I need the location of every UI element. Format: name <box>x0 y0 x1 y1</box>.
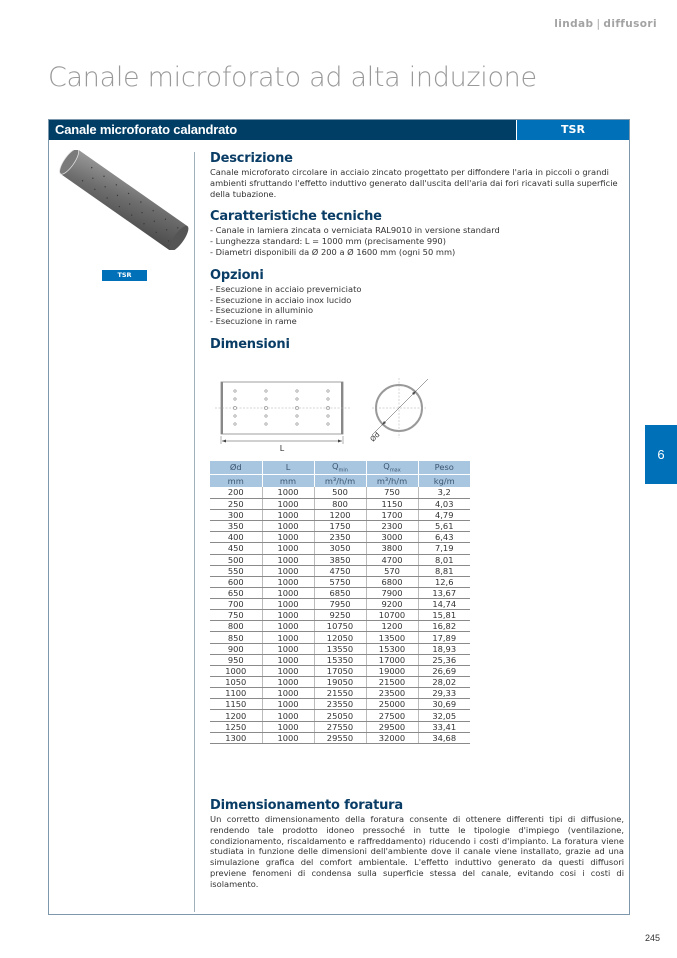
table-cell: 570 <box>366 565 418 576</box>
table-cell: 8,81 <box>418 565 470 576</box>
table-cell: 800 <box>314 498 366 509</box>
table-cell: 7900 <box>366 587 418 598</box>
chapter-tab[interactable]: 6 <box>645 425 677 484</box>
table-cell: 17050 <box>314 665 366 676</box>
table-row <box>210 565 470 576</box>
table-cell: 29,33 <box>418 688 470 699</box>
table-cell: 600 <box>210 576 262 587</box>
table-cell: 21500 <box>366 677 418 688</box>
front-view <box>369 378 428 443</box>
text-foratura: Un corretto dimensionamento della foratura consente di ottenere differenti tipi di diffusione, rendendo tale prodotto idoneo pressoché in tutte le tipologie d'impiego (ventilazione, condizionamento, riscaldamento e raffreddamento) riducendo i costi d'impianto. La foratura viene studiata in funzione delle dimensioni dell'ambiente dove il canale viene installato, grazie ad una simulazione grafica del comfort ambientale. L'effetto induttivo generato da questi diffusori previene fenomeni di condensa sulla superficie stessa del canale, evitando cosi i costi di isolamento. <box>210 814 624 889</box>
list-item: - Canale in lamiera zincata o verniciata RAL9010 in versione standard <box>210 225 500 236</box>
table-cell: 1000 <box>262 632 314 643</box>
table-row <box>210 677 470 688</box>
table-cell: 1150 <box>210 699 262 710</box>
table-cell: 1000 <box>262 732 314 743</box>
table-cell: 1000 <box>262 665 314 676</box>
table-cell: 29500 <box>366 721 418 732</box>
table-cell: 1000 <box>262 532 314 543</box>
table-cell: 33,41 <box>418 721 470 732</box>
table-cell: 7950 <box>314 599 366 610</box>
table-cell: 300 <box>210 509 262 520</box>
table-cell: 800 <box>210 621 262 632</box>
table-cell: 1750 <box>314 521 366 532</box>
table-units-row <box>210 474 470 487</box>
table-row <box>210 643 470 654</box>
table-cell: 400 <box>210 532 262 543</box>
table-cell: 200 <box>210 487 262 498</box>
table-cell: 15350 <box>314 654 366 665</box>
table-cell: 25050 <box>314 710 366 721</box>
table-cell: 500 <box>210 554 262 565</box>
unit-cell: kg/m <box>418 474 470 487</box>
diameter-label: Ød <box>368 430 382 444</box>
table-row <box>210 721 470 732</box>
col-header-length: L <box>262 461 314 474</box>
table-cell: 19000 <box>366 665 418 676</box>
table-cell: 1000 <box>262 487 314 498</box>
table-cell: 12,6 <box>418 576 470 587</box>
table-cell: 1000 <box>262 599 314 610</box>
table-cell: 19050 <box>314 677 366 688</box>
table-row <box>210 654 470 665</box>
list-item: - Esecuzione in alluminio <box>210 305 314 316</box>
section-caratteristiche <box>210 209 624 257</box>
heading-dimensioni: Dimensioni <box>210 336 290 352</box>
table-cell: 21550 <box>314 688 366 699</box>
length-label: L <box>279 444 285 452</box>
table-cell: 1200 <box>210 710 262 721</box>
heading-opzioni: Opzioni <box>210 267 264 283</box>
table-cell: 1000 <box>262 610 314 621</box>
col-header-qmin: $Q_{min}$ <box>314 461 366 474</box>
table-cell: 1000 <box>262 509 314 520</box>
table-cell: 32000 <box>366 732 418 743</box>
table-cell: 1150 <box>366 498 418 509</box>
table-cell: 2300 <box>366 521 418 532</box>
table-cell: 1300 <box>210 732 262 743</box>
table-cell: 750 <box>210 610 262 621</box>
table-cell: 10700 <box>366 610 418 621</box>
table-cell: 10750 <box>314 621 366 632</box>
table-cell: 750 <box>366 487 418 498</box>
card-title: Canale microforato calandrato <box>49 120 516 140</box>
table-cell: 27550 <box>314 721 366 732</box>
table-row <box>210 521 470 532</box>
page-title: Canale microforato ad alta induzione <box>48 62 537 93</box>
table-cell: 350 <box>210 521 262 532</box>
dimension-drawing <box>210 370 440 452</box>
table-row <box>210 665 470 676</box>
table-cell: 30,69 <box>418 699 470 710</box>
table-row <box>210 632 470 643</box>
col-header-diameter: Ød <box>210 461 262 474</box>
table-cell: 27500 <box>366 710 418 721</box>
table-cell: 950 <box>210 654 262 665</box>
table-cell: 25,36 <box>418 654 470 665</box>
table-cell: 700 <box>210 599 262 610</box>
table-cell: 1000 <box>262 576 314 587</box>
table-row <box>210 621 470 632</box>
list-item: - Esecuzione in rame <box>210 316 297 327</box>
table-row <box>210 509 470 520</box>
section-dimensioni <box>210 337 624 353</box>
table-cell: 1000 <box>262 688 314 699</box>
table-cell: 850 <box>210 632 262 643</box>
table-cell: 23550 <box>314 699 366 710</box>
table-cell: 15300 <box>366 643 418 654</box>
table-cell: 6800 <box>366 576 418 587</box>
table-cell: 1000 <box>262 587 314 598</box>
table-cell: 1000 <box>262 621 314 632</box>
table-cell: 15,81 <box>418 610 470 621</box>
table-cell: 32,05 <box>418 710 470 721</box>
table-row <box>210 543 470 554</box>
table-cell: 1000 <box>210 665 262 676</box>
table-cell: 1000 <box>262 521 314 532</box>
table-row <box>210 599 470 610</box>
table-cell: 1700 <box>366 509 418 520</box>
table-cell: 25000 <box>366 699 418 710</box>
col-header-qmax: $Q_{max}$ <box>366 461 418 474</box>
unit-cell: mm <box>262 474 314 487</box>
table-cell: 3800 <box>366 543 418 554</box>
table-row <box>210 688 470 699</box>
product-code-badge: TSR <box>516 120 629 140</box>
table-cell: 17,89 <box>418 632 470 643</box>
table-cell: 650 <box>210 587 262 598</box>
card-header <box>49 120 629 140</box>
list-item: - Diametri disponibili da Ø 200 a Ø 1600 mm (ogni 50 mm) <box>210 246 456 257</box>
table-cell: 23500 <box>366 688 418 699</box>
table-cell: 26,69 <box>418 665 470 676</box>
table-cell: 550 <box>210 565 262 576</box>
section-foratura <box>210 798 624 890</box>
table-cell: 1000 <box>262 699 314 710</box>
unit-cell: mm <box>210 474 262 487</box>
heading-foratura: Dimensionamento foratura <box>210 798 403 813</box>
table-cell: 1050 <box>210 677 262 688</box>
section-descrizione <box>210 151 624 199</box>
table-cell: 1000 <box>262 643 314 654</box>
table-cell: 4750 <box>314 565 366 576</box>
table-cell: 1250 <box>210 721 262 732</box>
table-cell: 9250 <box>314 610 366 621</box>
table-row <box>210 587 470 598</box>
table-cell: 29550 <box>314 732 366 743</box>
table-cell: 6,43 <box>418 532 470 543</box>
table-row <box>210 610 470 621</box>
table-cell: 13,67 <box>418 587 470 598</box>
table-cell: 3050 <box>314 543 366 554</box>
table-cell: 12050 <box>314 632 366 643</box>
table-cell: 1000 <box>262 710 314 721</box>
table-cell: 1000 <box>262 543 314 554</box>
brand-separator: | <box>596 18 601 30</box>
tube-body <box>61 150 188 250</box>
brand-name: lindab <box>554 18 594 30</box>
table-cell: 18,93 <box>418 643 470 654</box>
table-cell: 4,79 <box>418 509 470 520</box>
table-row <box>210 699 470 710</box>
table-cell: 1000 <box>262 498 314 509</box>
product-image <box>59 150 189 250</box>
table-cell: 13550 <box>314 643 366 654</box>
table-cell: 14,74 <box>418 599 470 610</box>
list-item: - Esecuzione in acciaio preverniciato <box>210 283 362 294</box>
section-opzioni <box>210 268 624 327</box>
image-code-label: TSR <box>102 270 147 281</box>
table-cell: 500 <box>314 487 366 498</box>
table-cell: 4,03 <box>418 498 470 509</box>
table-cell: 13500 <box>366 632 418 643</box>
table-row <box>210 532 470 543</box>
table-cell: 6850 <box>314 587 366 598</box>
column-divider <box>194 152 195 912</box>
heading-caratteristiche: Caratteristiche tecniche <box>210 209 382 225</box>
table-row <box>210 498 470 509</box>
table-cell: 1000 <box>262 554 314 565</box>
table-cell: 4700 <box>366 554 418 565</box>
table-cell: 16,82 <box>418 621 470 632</box>
table-row <box>210 710 470 721</box>
table-cell: 28,02 <box>418 677 470 688</box>
heading-descrizione: Descrizione <box>210 151 293 166</box>
table-cell: 17000 <box>366 654 418 665</box>
col-header-weight: Peso <box>418 461 470 474</box>
table-cell: 3000 <box>366 532 418 543</box>
table-cell: 34,68 <box>418 732 470 743</box>
brand-header <box>554 18 657 30</box>
list-item: - Esecuzione in acciaio inox lucido <box>210 294 352 305</box>
table-body <box>210 487 470 743</box>
table-cell: 1200 <box>314 509 366 520</box>
table-row <box>210 732 470 743</box>
table-cell: 3,2 <box>418 487 470 498</box>
table-header-row <box>210 461 470 474</box>
product-card <box>48 119 630 915</box>
table-cell: 1000 <box>262 654 314 665</box>
table-cell: 8,01 <box>418 554 470 565</box>
unit-cell: m³/h/m <box>366 474 418 487</box>
table-row <box>210 554 470 565</box>
table-cell: 2350 <box>314 532 366 543</box>
table-cell: 5,61 <box>418 521 470 532</box>
table-cell: 1100 <box>210 688 262 699</box>
table-cell: 1200 <box>366 621 418 632</box>
table-row <box>210 487 470 498</box>
page-number: 245 <box>645 933 661 943</box>
brand-category: diffusori <box>603 18 657 30</box>
table-cell: 7,19 <box>418 543 470 554</box>
content-column <box>210 151 624 363</box>
table-cell: 1000 <box>262 565 314 576</box>
side-view <box>215 382 350 452</box>
table-cell: 9200 <box>366 599 418 610</box>
table-cell: 1000 <box>262 721 314 732</box>
table-row <box>210 576 470 587</box>
table-cell: 5750 <box>314 576 366 587</box>
text-descrizione: Canale microforato circolare in acciaio zincato progettato per diffondere l'aria in piccoli o grandi ambienti sfruttando l'effetto induttivo generato dall'uscita dell'aria dai fori ricavati sulla superficie della tubazione. <box>210 167 618 199</box>
list-item: - Lunghezza standard: L = 1000 mm (precisamente 990) <box>210 236 446 247</box>
table-cell: 900 <box>210 643 262 654</box>
dimensions-table <box>210 461 470 744</box>
table-cell: 450 <box>210 543 262 554</box>
table-cell: 3850 <box>314 554 366 565</box>
unit-cell: m³/h/m <box>314 474 366 487</box>
table-cell: 1000 <box>262 677 314 688</box>
table-cell: 250 <box>210 498 262 509</box>
